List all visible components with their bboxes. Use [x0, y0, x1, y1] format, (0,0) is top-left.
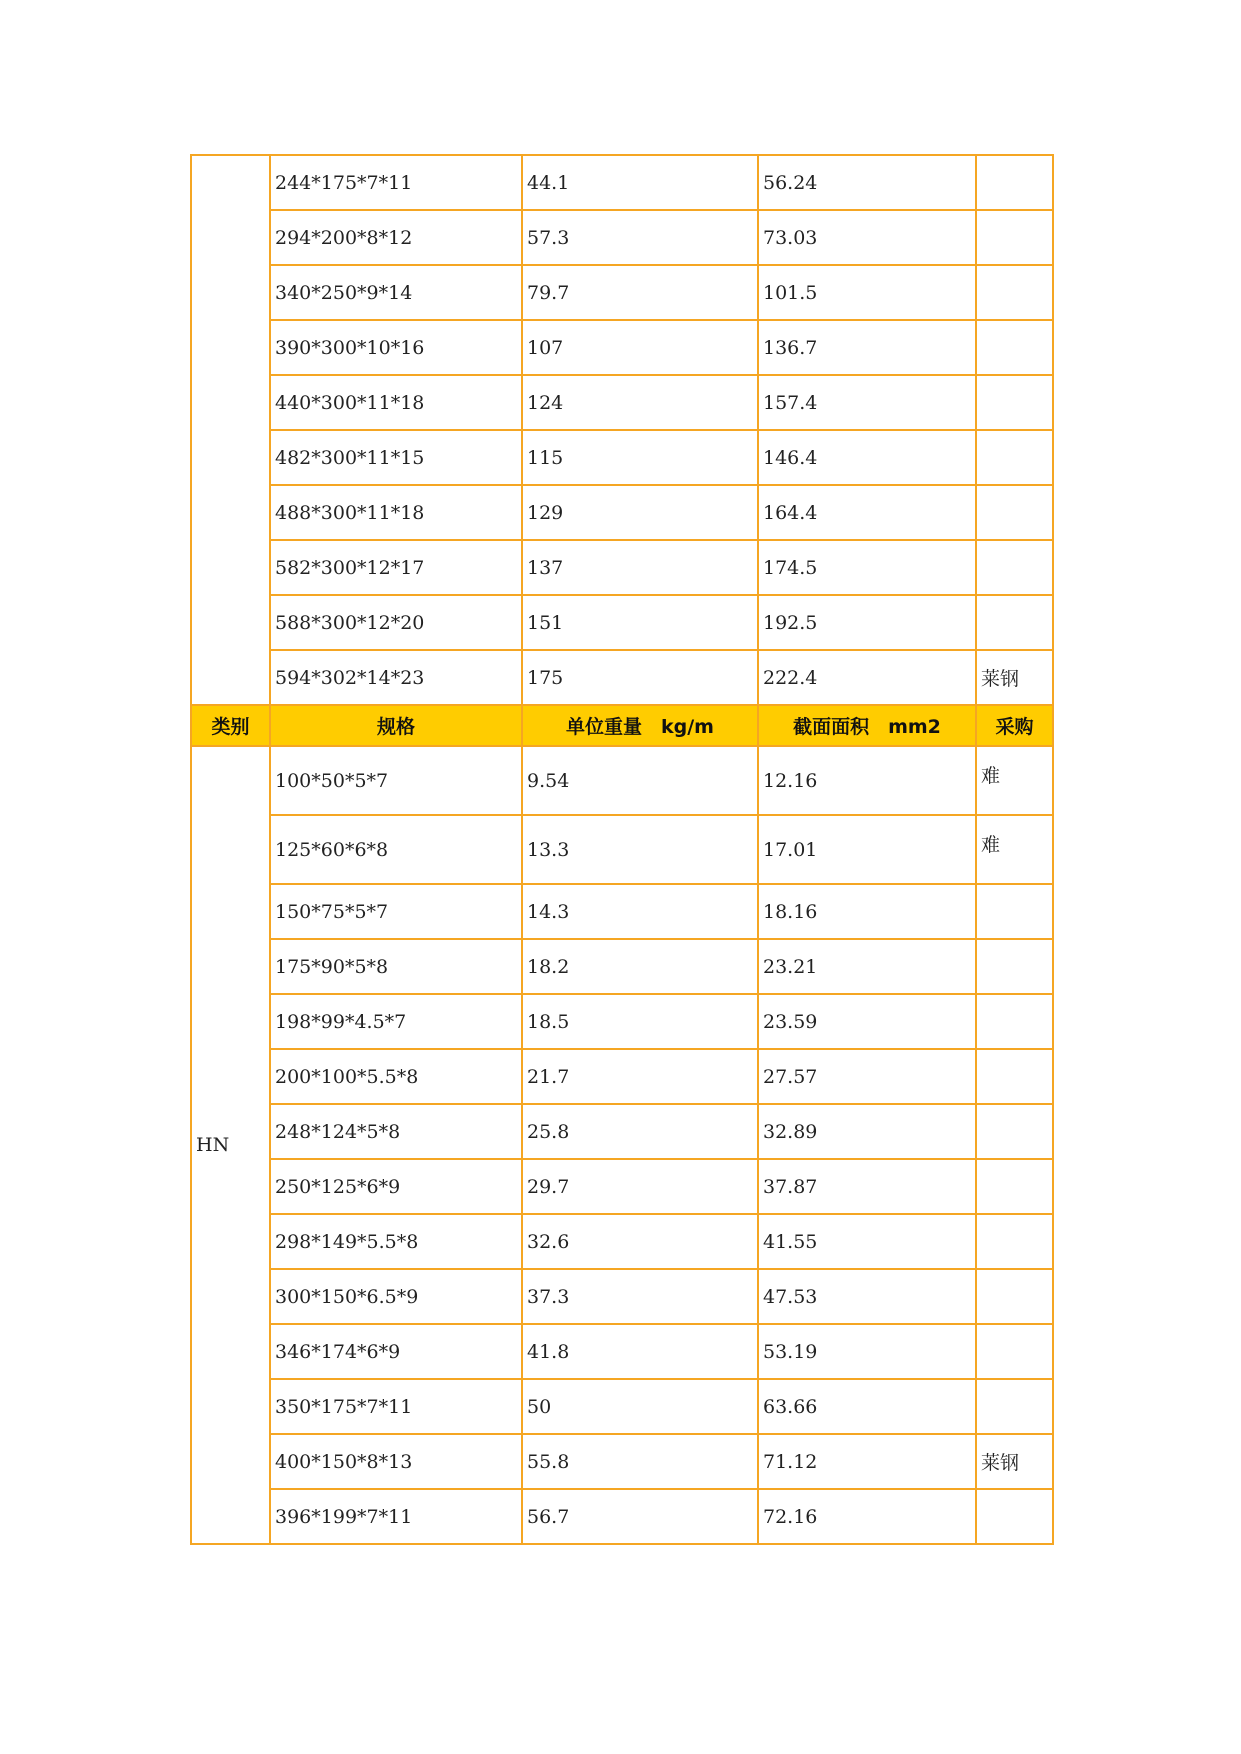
- area-cell: 18.16: [758, 884, 976, 939]
- area-cell: 23.59: [758, 994, 976, 1049]
- steel-spec-table: [190, 154, 1054, 1545]
- table-row: [191, 1049, 1053, 1104]
- weight-cell: 13.3: [522, 815, 758, 884]
- weight-cell: 56.7: [522, 1489, 758, 1544]
- purchase-cell: [976, 1049, 1053, 1104]
- spec-cell: 125*60*6*8: [270, 815, 522, 884]
- area-cell: 157.4: [758, 375, 976, 430]
- area-cell: 192.5: [758, 595, 976, 650]
- purchase-cell: [976, 1104, 1053, 1159]
- spec-cell: 175*90*5*8: [270, 939, 522, 994]
- purchase-cell: [976, 1324, 1053, 1379]
- spec-cell: 298*149*5.5*8: [270, 1214, 522, 1269]
- area-cell: 101.5: [758, 265, 976, 320]
- header-category: 类别: [191, 705, 270, 746]
- purchase-cell: 难: [976, 815, 1053, 884]
- area-cell: 32.89: [758, 1104, 976, 1159]
- purchase-cell: 难: [976, 746, 1053, 815]
- area-cell: 27.57: [758, 1049, 976, 1104]
- table-row: [191, 595, 1053, 650]
- table-row: [191, 265, 1053, 320]
- table-row: [191, 884, 1053, 939]
- purchase-cell: [976, 939, 1053, 994]
- table-row: [191, 1104, 1053, 1159]
- table-row: [191, 1489, 1053, 1544]
- spec-cell: 346*174*6*9: [270, 1324, 522, 1379]
- purchase-cell: [976, 1214, 1053, 1269]
- spec-cell: 100*50*5*7: [270, 746, 522, 815]
- purchase-cell: [976, 265, 1053, 320]
- spec-cell: 440*300*11*18: [270, 375, 522, 430]
- table-row: [191, 746, 1053, 815]
- weight-cell: 18.5: [522, 994, 758, 1049]
- weight-cell: 57.3: [522, 210, 758, 265]
- area-cell: 37.87: [758, 1159, 976, 1214]
- area-cell: 23.21: [758, 939, 976, 994]
- table-row: [191, 485, 1053, 540]
- table-row: [191, 210, 1053, 265]
- spec-cell: 482*300*11*15: [270, 430, 522, 485]
- weight-cell: 29.7: [522, 1159, 758, 1214]
- spec-cell: 198*99*4.5*7: [270, 994, 522, 1049]
- area-cell: 222.4: [758, 650, 976, 705]
- weight-cell: 107: [522, 320, 758, 375]
- area-cell: 71.12: [758, 1434, 976, 1489]
- area-cell: 47.53: [758, 1269, 976, 1324]
- weight-cell: 37.3: [522, 1269, 758, 1324]
- weight-cell: 9.54: [522, 746, 758, 815]
- area-cell: 41.55: [758, 1214, 976, 1269]
- weight-cell: 115: [522, 430, 758, 485]
- spec-cell: 582*300*12*17: [270, 540, 522, 595]
- table-row: [191, 939, 1053, 994]
- purchase-cell: [976, 1159, 1053, 1214]
- header-spec: 规格: [270, 705, 522, 746]
- purchase-cell: [976, 375, 1053, 430]
- spec-cell: 244*175*7*11: [270, 155, 522, 210]
- area-cell: 174.5: [758, 540, 976, 595]
- weight-cell: 124: [522, 375, 758, 430]
- weight-cell: 129: [522, 485, 758, 540]
- area-cell: 12.16: [758, 746, 976, 815]
- area-cell: 73.03: [758, 210, 976, 265]
- table-row: [191, 1214, 1053, 1269]
- spec-cell: 250*125*6*9: [270, 1159, 522, 1214]
- weight-cell: 79.7: [522, 265, 758, 320]
- spec-cell: 200*100*5.5*8: [270, 1049, 522, 1104]
- spec-cell: 150*75*5*7: [270, 884, 522, 939]
- spec-cell: 488*300*11*18: [270, 485, 522, 540]
- area-cell: 136.7: [758, 320, 976, 375]
- weight-cell: 21.7: [522, 1049, 758, 1104]
- table-row: [191, 1159, 1053, 1214]
- header-area: 截面面积 mm2: [758, 705, 976, 746]
- area-cell: 56.24: [758, 155, 976, 210]
- purchase-cell: [976, 430, 1053, 485]
- spec-cell: 294*200*8*12: [270, 210, 522, 265]
- table-row: [191, 1434, 1053, 1489]
- weight-cell: 14.3: [522, 884, 758, 939]
- spec-cell: 248*124*5*8: [270, 1104, 522, 1159]
- area-cell: 17.01: [758, 815, 976, 884]
- purchase-cell: [976, 595, 1053, 650]
- table-row: [191, 994, 1053, 1049]
- weight-cell: 18.2: [522, 939, 758, 994]
- table-row: [191, 320, 1053, 375]
- table-row: [191, 1379, 1053, 1434]
- weight-cell: 50: [522, 1379, 758, 1434]
- purchase-cell: [976, 155, 1053, 210]
- header-weight: 单位重量 kg/m: [522, 705, 758, 746]
- area-cell: 164.4: [758, 485, 976, 540]
- purchase-cell: [976, 210, 1053, 265]
- spec-cell: 400*150*8*13: [270, 1434, 522, 1489]
- spec-cell: 340*250*9*14: [270, 265, 522, 320]
- weight-cell: 32.6: [522, 1214, 758, 1269]
- table-row: [191, 1269, 1053, 1324]
- area-cell: 146.4: [758, 430, 976, 485]
- purchase-cell: [976, 1489, 1053, 1544]
- table-row: [191, 155, 1053, 210]
- category-cell-top: [191, 155, 270, 705]
- purchase-cell: [976, 1379, 1053, 1434]
- spec-cell: 396*199*7*11: [270, 1489, 522, 1544]
- area-cell: 63.66: [758, 1379, 976, 1434]
- table-row: [191, 650, 1053, 705]
- table-row: [191, 375, 1053, 430]
- table-row: [191, 815, 1053, 884]
- purchase-cell: 莱钢: [976, 1434, 1053, 1489]
- weight-cell: 41.8: [522, 1324, 758, 1379]
- spec-cell: 350*175*7*11: [270, 1379, 522, 1434]
- table-row: [191, 430, 1053, 485]
- purchase-cell: [976, 540, 1053, 595]
- purchase-cell: [976, 884, 1053, 939]
- weight-cell: 151: [522, 595, 758, 650]
- table-row: [191, 540, 1053, 595]
- header-purchase: 采购: [976, 705, 1053, 746]
- weight-cell: 175: [522, 650, 758, 705]
- table-row: [191, 1324, 1053, 1379]
- table-header-row: [191, 705, 1053, 746]
- purchase-cell: [976, 994, 1053, 1049]
- weight-cell: 44.1: [522, 155, 758, 210]
- area-cell: 72.16: [758, 1489, 976, 1544]
- spec-cell: 594*302*14*23: [270, 650, 522, 705]
- spec-cell: 390*300*10*16: [270, 320, 522, 375]
- purchase-cell: 莱钢: [976, 650, 1053, 705]
- purchase-cell: [976, 320, 1053, 375]
- area-cell: 53.19: [758, 1324, 976, 1379]
- purchase-cell: [976, 1269, 1053, 1324]
- category-cell-hn: HN: [191, 746, 270, 1544]
- weight-cell: 137: [522, 540, 758, 595]
- spec-cell: 300*150*6.5*9: [270, 1269, 522, 1324]
- weight-cell: 55.8: [522, 1434, 758, 1489]
- purchase-cell: [976, 485, 1053, 540]
- spec-cell: 588*300*12*20: [270, 595, 522, 650]
- weight-cell: 25.8: [522, 1104, 758, 1159]
